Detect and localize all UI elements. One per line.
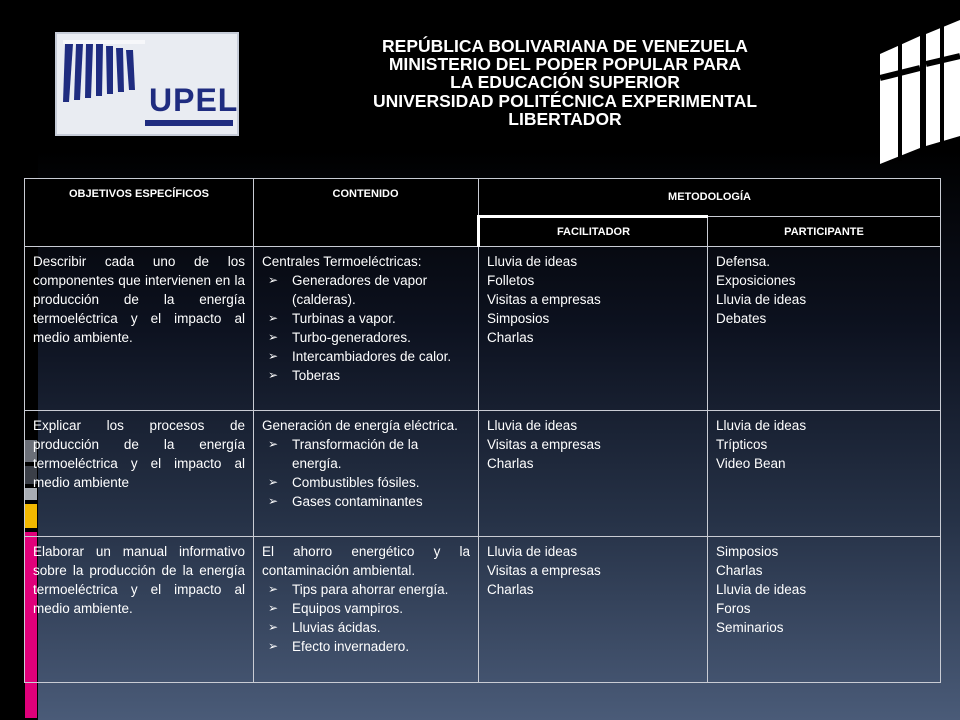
header-objetivos: OBJETIVOS ESPECÍFICOS bbox=[25, 179, 254, 247]
header-line-4: UNIVERSIDAD POLITÉCNICA EXPERIMENTAL bbox=[372, 90, 758, 111]
list-item: Debates bbox=[716, 311, 767, 326]
contenido-intro: Centrales Termoeléctricas: bbox=[262, 254, 422, 269]
list-item: ➢ Intercambiadores de calor. bbox=[262, 347, 470, 366]
list-item: Lluvia de ideas bbox=[716, 582, 807, 597]
list-item: ➢ Tips para ahorrar energía. bbox=[262, 580, 470, 599]
header-participante: PARTICIPANTE bbox=[708, 217, 941, 247]
contenido-list bbox=[262, 580, 470, 656]
header-line-3: LA EDUCACIÓN SUPERIOR bbox=[450, 72, 680, 93]
list-item: Charlas bbox=[487, 456, 534, 471]
planning-table bbox=[24, 178, 941, 683]
objetivo-cell: Explicar los procesos de producción de la energía termoeléctrica y el impacto al medio ambiente bbox=[25, 411, 254, 537]
list-item: Lluvia de ideas bbox=[487, 544, 578, 559]
list-item: ➢ Gases contaminantes bbox=[262, 492, 470, 511]
header-line-2: MINISTERIO DEL PODER POPULAR PARA bbox=[388, 54, 742, 75]
logo-text: UPEL bbox=[149, 82, 239, 118]
decorative-shapes-icon bbox=[880, 16, 960, 164]
list-item: Visitas a empresas bbox=[487, 437, 601, 452]
participante-cell bbox=[708, 247, 941, 411]
list-item: ➢ Lluvias ácidas. bbox=[262, 618, 470, 637]
objetivo-cell: Describir cada uno de los componentes que intervienen en la producción de la energía termoeléctrica y el impacto al medio ambiente. bbox=[25, 247, 254, 411]
logo-mark-icon bbox=[63, 40, 145, 106]
list-item: Exposiciones bbox=[716, 273, 796, 288]
contenido-intro: El ahorro energético y la contaminación ambiental. bbox=[262, 544, 470, 578]
facilitador-cell bbox=[479, 411, 708, 537]
contenido-cell bbox=[254, 247, 479, 411]
list-item: Charlas bbox=[487, 330, 534, 345]
list-item: ➢ Combustibles fósiles. bbox=[262, 473, 470, 492]
header-metodologia: METODOLOGÍA bbox=[479, 179, 941, 217]
header-facilitador: FACILITADOR bbox=[479, 217, 708, 247]
logo-underline bbox=[145, 120, 233, 126]
contenido-intro: Generación de energía eléctrica. bbox=[262, 418, 458, 433]
list-item: ➢ Efecto invernadero. bbox=[262, 637, 470, 656]
contenido-cell bbox=[254, 411, 479, 537]
table-row bbox=[25, 247, 941, 411]
list-item: Lluvia de ideas bbox=[716, 292, 807, 307]
facilitador-cell bbox=[479, 247, 708, 411]
facilitador-cell bbox=[479, 537, 708, 683]
header-contenido: CONTENIDO bbox=[254, 179, 479, 247]
list-item: Trípticos bbox=[716, 437, 768, 452]
objetivo-cell: Elaborar un manual informativo sobre la producción de la energía termoeléctrica y el impacto al medio ambiente. bbox=[25, 537, 254, 683]
list-item: Lluvia de ideas bbox=[716, 418, 807, 433]
upel-logo bbox=[55, 32, 239, 136]
list-item: Folletos bbox=[487, 273, 535, 288]
list-item: Foros bbox=[716, 601, 751, 616]
list-item: Visitas a empresas bbox=[487, 292, 601, 307]
list-item: Seminarios bbox=[716, 620, 784, 635]
list-item: ➢ Toberas bbox=[262, 366, 470, 385]
institution-header bbox=[310, 37, 820, 128]
header-line-1: REPÚBLICA BOLIVARIANA DE VENEZUELA bbox=[382, 36, 748, 56]
list-item: Lluvia de ideas bbox=[487, 418, 578, 433]
table-row bbox=[25, 537, 941, 683]
participante-cell bbox=[708, 537, 941, 683]
list-item: Video Bean bbox=[716, 456, 786, 471]
list-item: Simposios bbox=[487, 311, 550, 326]
list-item: ➢ Turbinas a vapor. bbox=[262, 309, 470, 328]
list-item: ➢ Generadores de vapor (calderas). bbox=[262, 271, 470, 309]
list-item: Charlas bbox=[487, 582, 534, 597]
list-item: Lluvia de ideas bbox=[487, 254, 578, 269]
table-row bbox=[25, 411, 941, 537]
contenido-list bbox=[262, 271, 470, 385]
contenido-cell bbox=[254, 537, 479, 683]
list-item: ➢ Equipos vampiros. bbox=[262, 599, 470, 618]
list-item: ➢ Transformación de la energía. bbox=[262, 435, 470, 473]
list-item: Charlas bbox=[716, 563, 763, 578]
list-item: Visitas a empresas bbox=[487, 563, 601, 578]
list-item: ➢ Turbo-generadores. bbox=[262, 328, 470, 347]
contenido-list bbox=[262, 435, 470, 511]
participante-cell bbox=[708, 411, 941, 537]
list-item: Simposios bbox=[716, 544, 779, 559]
list-item: Defensa. bbox=[716, 254, 771, 269]
header-line-5: LIBERTADOR bbox=[508, 108, 622, 129]
